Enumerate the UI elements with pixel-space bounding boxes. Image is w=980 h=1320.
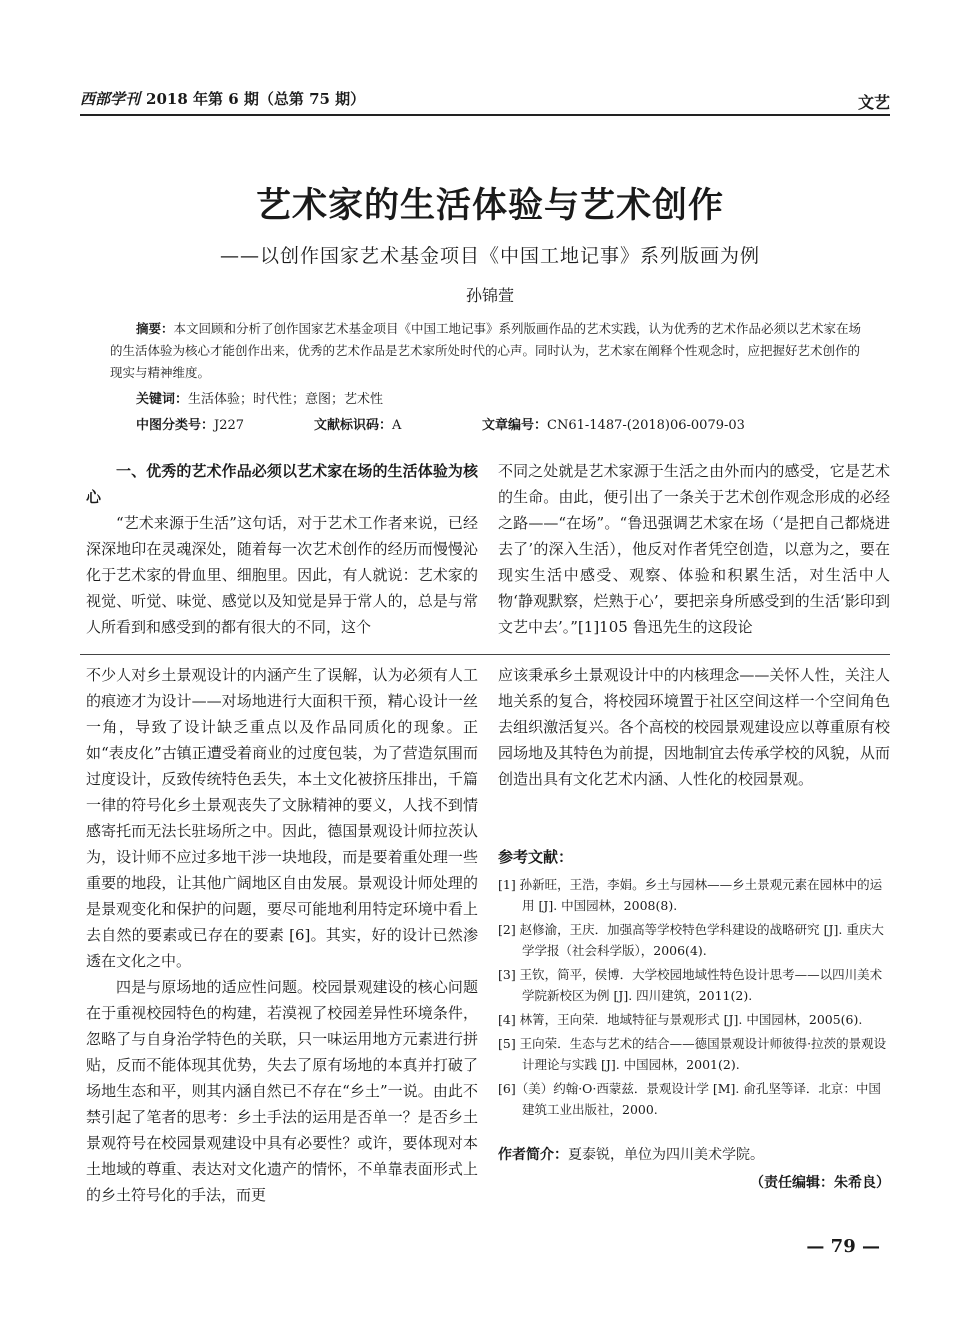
body-paragraph: 应该秉承乡土景观设计中的内核理念——关怀人性，关注人地关系的复合，将校园环境置于社区空间这样一个空间角色去组织激活复兴。各个高校的校园景观建设应以尊重原有校园场地及其特色为前提，因地制宜去传承学校的风貌，从而创造出具有文化艺术内涵、人性化的校园景观。	[498, 666, 890, 788]
keywords-label: 关键词：	[136, 392, 189, 407]
lower-left-column	[86, 662, 478, 1208]
bio-label: 作者简介：	[498, 1147, 568, 1163]
section-label: 文艺	[857, 93, 890, 112]
journal-name: 西部学刊	[80, 90, 141, 108]
issue-info: 2018 年第 6 期（总第 75 期）	[146, 90, 366, 108]
references-list	[498, 874, 890, 1123]
abstract-label: 摘要：	[136, 321, 174, 336]
lower-right-column	[498, 662, 890, 792]
reference-item: [5] 王向荣．生态与艺术的结合——德国景观设计师彼得·拉茨的景观设计理论与实践 [J]. 中国园林，2001(2).	[498, 1036, 887, 1072]
abstract	[110, 318, 870, 384]
article-author: 孙锦萱	[465, 286, 514, 305]
body-paragraph: 不同之处就是艺术家源于生活之由外而内的感受，它是艺术的生命。由此，便引出了一条关于艺术创作观念形成的必经之路——“在场”。“鲁迅强调艺术家在场（‘是把自己都烧进去了’的深入生活），他反对作者凭空创造，以意为之，要在现实生活中感受、观察、体验和积累生活，对生活中人物‘静观默察，烂熟于心’，要把亲身所感受到的生活‘影印到文艺中去’。”[1]105 鲁迅先生的这段论	[498, 462, 890, 636]
body-paragraph: 不少人对乡土景观设计的内涵产生了误解，认为必须有人工的痕迹才为设计——对场地进行大面积干预，精心设计一丝一角，导致了设计缺乏重点以及作品同质化的现象。正如“表皮化”古镇正遭受着商业的过度包装，为了营造氛围而过度设计，反致传统特色丢失，本土文化被挤压排出，千篇一律的符号化乡土景观丧失了文脉精神的要义，人找不到情感寄托而无法长驻场所之中。因此，德国景观设计师拉茨认为，设计师不应过多地干涉一块地段，而是要着重处理一些重要的地段，让其他广阔地区自由发展。景观设计师处理的是景观变化和保护的问题，要尽可能地利用特定环境中看上去自然的要素或已存在的要素 [6]。其实，好的设计已然渗透在文化之中。	[86, 666, 478, 970]
article-subtitle: ——以创作国家艺术基金项目《中国工地记事》系列版画为例	[219, 245, 760, 267]
bio-text: 夏泰锐，单位为四川美术学院。	[568, 1147, 764, 1163]
upper-right-column	[498, 458, 890, 640]
reference-item: [2] 赵修渝，王庆．加强高等学校特色学科建设的战略研究 [J]. 重庆大学学报（社会科学版），2006(4).	[498, 922, 884, 958]
doc-code-item	[314, 414, 401, 433]
article-no-item	[482, 414, 745, 433]
header-rule	[80, 114, 890, 116]
clc-label: 中图分类号：	[136, 418, 215, 433]
reference-item: [3] 王钦，简平，侯博．大学校园地域性特色设计思考——以四川美术学院新校区为例 [J]. 四川建筑，2011(2).	[498, 967, 883, 1003]
article-no-label: 文章编号：	[482, 418, 548, 433]
keywords	[136, 388, 383, 407]
page-number: — 79 —	[806, 1236, 880, 1257]
reference-item: [1] 孙新旺，王浩，李娟。乡土与园林——乡土景观元素在园林中的运用 [J]. 中国园林，2008(8).	[498, 877, 883, 913]
clc-value: J227	[214, 418, 245, 433]
body-paragraph: “艺术来源于生活”这句话，对于艺术工作者来说，已经深深地印在灵魂深处，随着每一次艺术创作的经历而慢慢沁化于艺术家的骨血里、细胞里。因此，有人就说：艺术家的视觉、听觉、味觉、感觉以及知觉是异于常人的，总是与常人所看到和感受到的都有很大的不同，这个	[86, 514, 478, 636]
article-title: 艺术家的生活体验与艺术创作	[255, 185, 724, 226]
body-paragraph: 四是与原场地的适应性问题。校园景观建设的核心问题在于重视校园特色的构建，若漠视了校园差异性环境条件，忽略了与自身治学特色的关联，只一味运用地方元素进行拼贴，反而不能体现其优势，失去了原有场地的本真并打破了场地生态和平，则其内涵自然已不存在“乡土”一说。由此不禁引起了笔者的思考：乡土手法的运用是否单一？是否乡土景观符号在校园景观建设中具有必要性？或许，要体现对本土地域的尊重、表达对文化遗产的情怀，不单靠表面形式上的乡土符号化的手法，而更	[86, 978, 478, 1204]
responsible-editor: （责任编辑：朱希良）	[750, 1175, 890, 1191]
reference-item: [6]（美）约翰·O·西蒙兹．景观设计学 [M]. 俞孔坚等译．北京：中国建筑工业出版社，2000.	[498, 1081, 881, 1117]
references-heading: 参考文献：	[498, 848, 574, 866]
reference-item: [4] 林箐，王向荣．地域特征与景观形式 [J]. 中国园林，2005(6).	[498, 1012, 863, 1027]
section-heading-1: 一、优秀的艺术作品必须以艺术家在场的生活体验为核心	[86, 462, 478, 506]
journal-citation	[80, 88, 365, 109]
doc-code-label: 文献标识码：	[314, 418, 393, 433]
running-header	[80, 84, 890, 114]
clc-item	[136, 414, 244, 433]
section-divider	[80, 654, 890, 655]
doc-code-value: A	[392, 418, 402, 433]
author-bio	[498, 1144, 890, 1164]
upper-left-column	[86, 458, 478, 640]
keywords-text: 生活体验；时代性；意图；艺术性	[188, 392, 384, 407]
article-no-value: CN61-1487-(2018)06-0079-03	[547, 418, 745, 433]
abstract-text: 本文回顾和分析了创作国家艺术基金项目《中国工地记事》系列版画作品的艺术实践，认为优秀的艺术作品必须以艺术家在场的生活体验为核心才能创作出来，优秀的艺术作品是艺术家所处时代的心声。同时认为，艺术家在阐释个性观念时，应把握好艺术创作的现实与精神维度。	[110, 321, 862, 380]
